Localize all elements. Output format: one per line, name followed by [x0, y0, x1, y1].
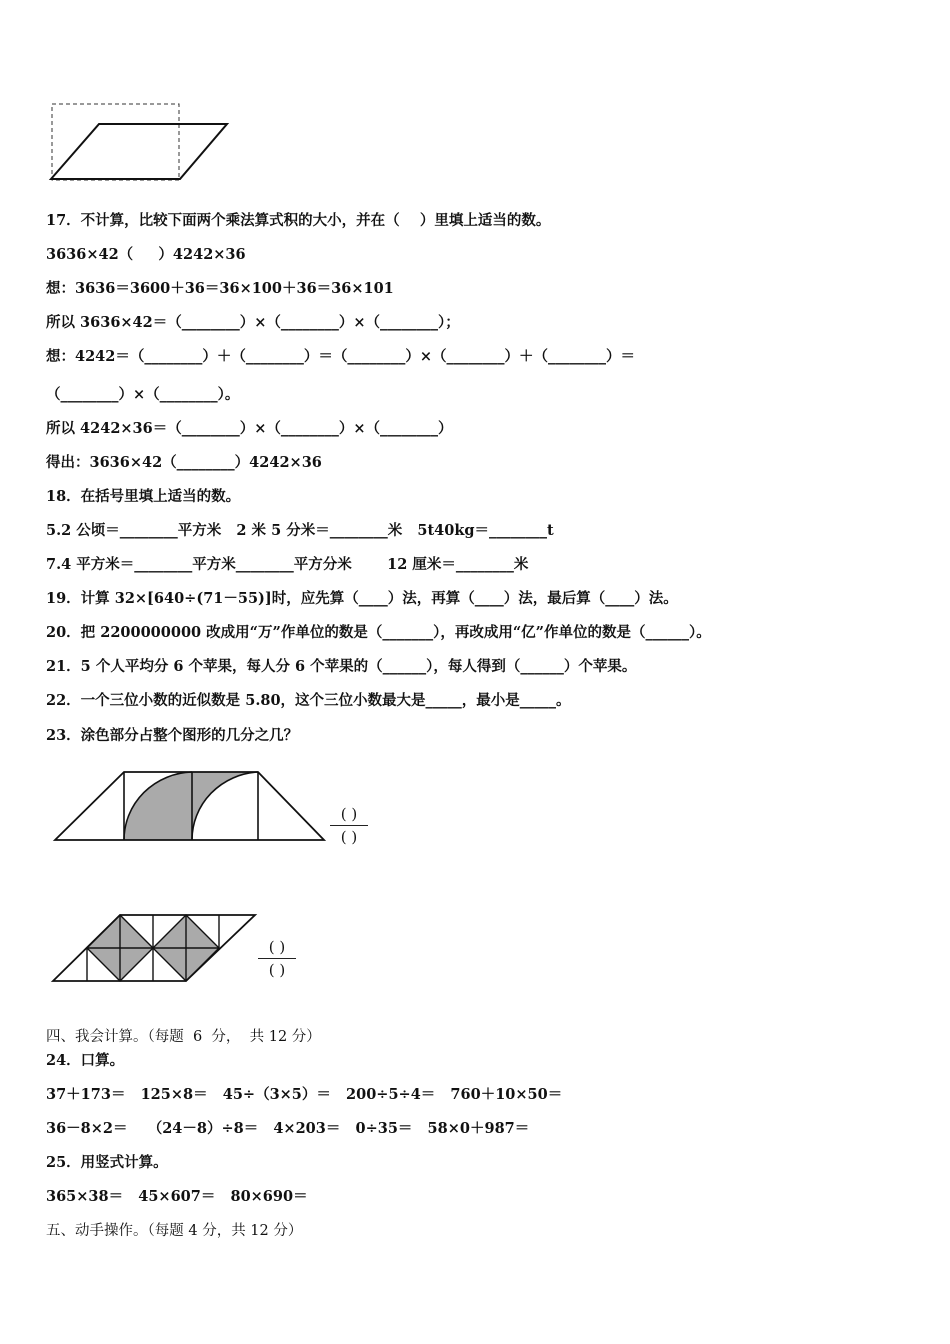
section-5-header: 五、动手操作。（每题 4 分，共 12 分）: [46, 1223, 303, 1239]
q25-line1: 365×38＝ 45×607＝ 80×690＝: [46, 1188, 308, 1205]
q17-line2: 想：3636＝3600＋36＝36×100＋36＝36×101: [46, 280, 394, 297]
fraction-numerator: ( ): [340, 805, 358, 823]
q17-line1: 3636×42（ ）4242×36: [46, 246, 246, 263]
q19: 19．计算 32×[640÷(71－55)]时，应先算（____）法，再算（____）法，最后算（____）法。: [46, 590, 678, 607]
q17-line7: 得出：3636×42（________）4242×36: [46, 454, 322, 471]
q24-line1: 37＋173＝ 125×8＝ 45÷（3×5）＝ 200÷5÷4＝ 760＋10×50＝: [46, 1086, 563, 1103]
q17-title: 17．不计算，比较下面两个乘法算式积的大小，并在（ ）里填上适当的数。: [46, 212, 551, 229]
fraction-answer-1[interactable]: [330, 805, 368, 846]
q20: 20．把 2200000000 改成用“万”作单位的数是（_______），再改成用“亿”作单位的数是（______）。: [46, 624, 711, 641]
q17-line6: 所以 4242×36＝（________）×（________）×（________）: [46, 420, 453, 437]
parallelogram-shaded-figure: [50, 910, 260, 986]
q17-line5: （________）×（________）。: [46, 386, 240, 403]
q18-line1: 5.2 公顷＝________平方米 2 米 5 分米＝________米 5t40kg＝________t: [46, 522, 554, 539]
q23-title: 23．涂色部分占整个图形的几分之几？: [46, 727, 299, 744]
q25-title: 25．用竖式计算。: [46, 1154, 168, 1171]
q22: 22．一个三位小数的近似数是 5.80，这个三位小数最大是_____，最小是_____。: [46, 692, 571, 709]
q18-line2: 7.4 平方米＝________平方米________平方分米 12 厘米＝________米: [46, 556, 529, 573]
parallelogram-figure: [46, 100, 236, 186]
q21: 21．5 个人平均分 6 个苹果，每人分 6 个苹果的（______），每人得到（______）个苹果。: [46, 658, 637, 675]
trapezoid-shaded-figure: [52, 768, 332, 844]
fraction-numerator: ( ): [268, 938, 286, 956]
q24-line2: 36－8×2＝ （24－8）÷8＝ 4×203＝ 0÷35＝ 58×0＋987＝: [46, 1120, 530, 1137]
q24-title: 24．口算。: [46, 1052, 125, 1069]
fraction-denominator: ( ): [268, 961, 286, 979]
q17-line3: 所以 3636×42＝（________）×（________）×（________）；: [46, 314, 460, 331]
fraction-denominator: ( ): [340, 828, 358, 846]
fraction-answer-2[interactable]: [258, 938, 296, 979]
section-4-header: 四、我会计算。（每题 6 分， 共 12 分）: [46, 1029, 321, 1045]
q18-title: 18．在括号里填上适当的数。: [46, 488, 241, 505]
q17-line4: 想：4242＝（________）＋（________）＝（________）×（________）＋（________）＝: [46, 348, 636, 365]
